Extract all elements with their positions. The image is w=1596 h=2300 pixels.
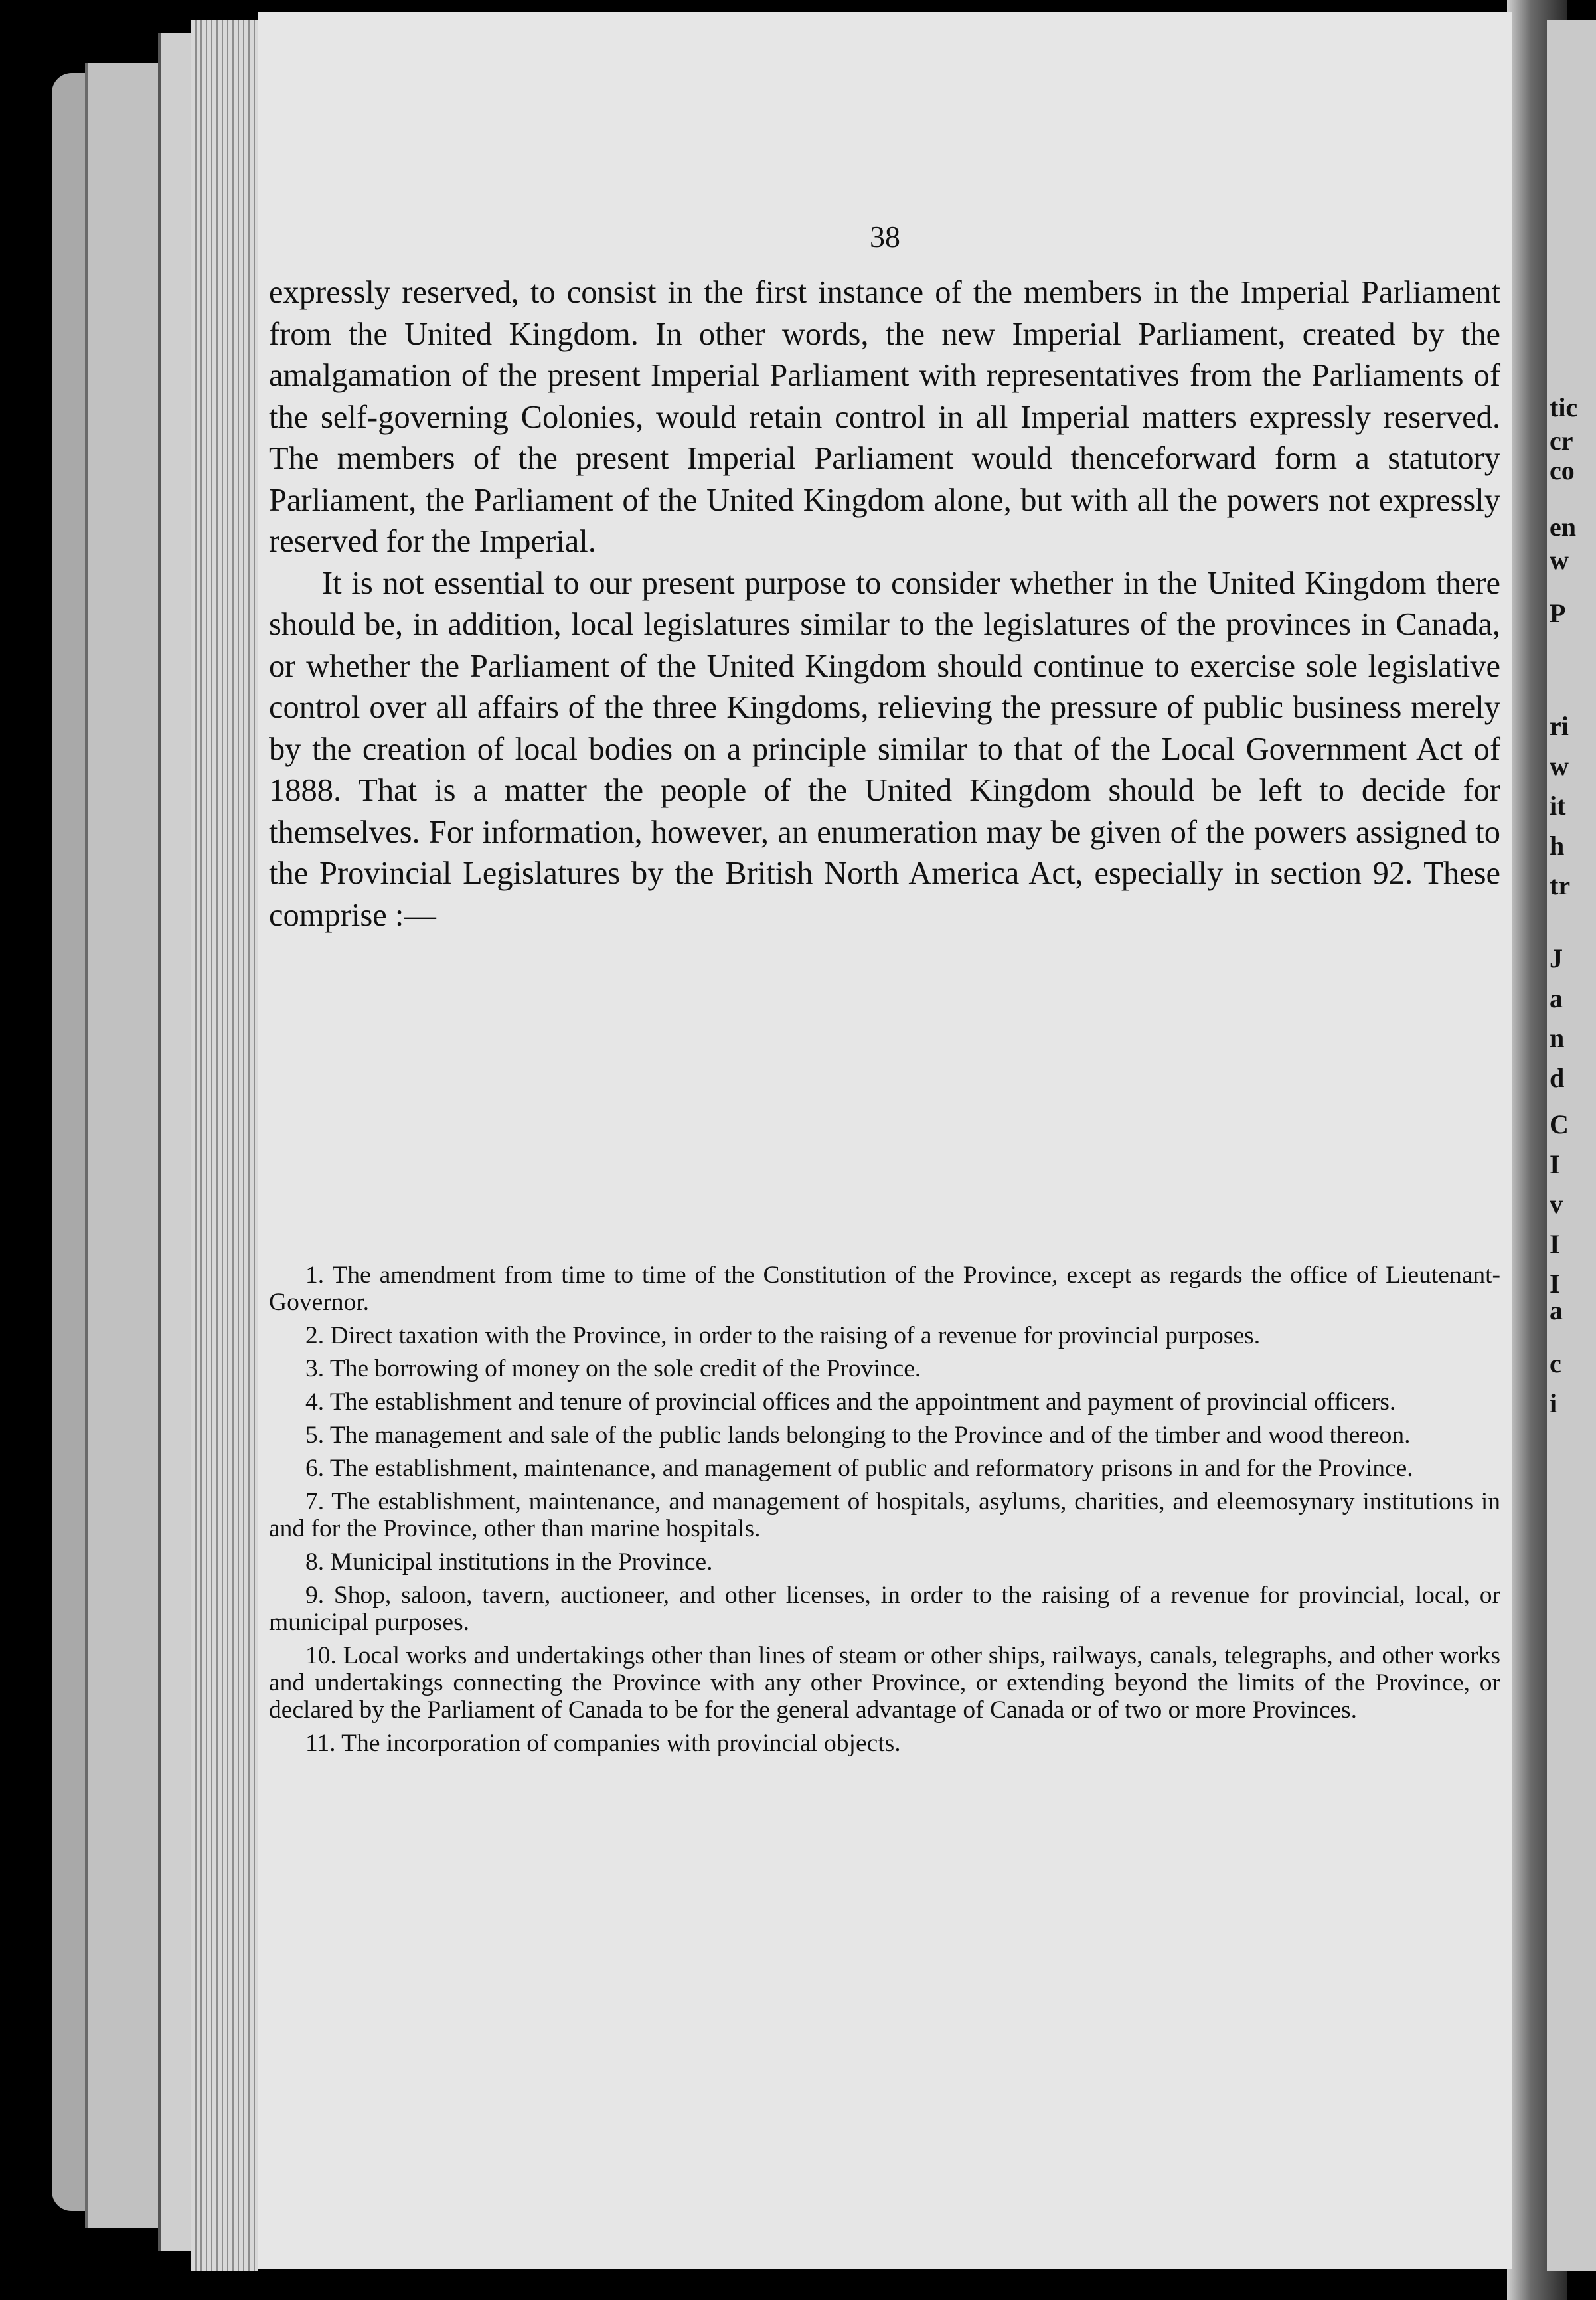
facing-page-fragment: cr [1550,426,1573,455]
paragraph: expressly reserved, to consist in the first instance of the members in the Imperial Parliament from the United Kingdom. In other words, the new Imperial Parliament, created by the amalgamation of the present Imperial Parliament with representatives from the Parliaments of the self-governing Colonies, would retain control in all Imperial matters expressly reserved. The members of the present Imperial Parliament would thenceforward form a statutory Parliament, the Parliament of the United Kingdom alone, but with all the powers not expressly reserved for the Imperial. [269,275,1500,559]
facing-page-fragment: c [1550,1349,1561,1378]
facing-page-fragment: en [1550,512,1576,542]
page-edge [85,63,167,2228]
facing-page-fragment: i [1550,1388,1557,1418]
list-item: 6. The establishment, maintenance, and management of public and reformatory prisons in and for the Province. [305,1455,1413,1482]
facing-page-fragment: I [1550,1229,1560,1259]
list-item: 9. Shop, saloon, tavern, auctioneer, and other licenses, in order to the raising of a revenue for provincial, local, or municipal purposes. [269,1582,1500,1636]
facing-page-fragment: C [1550,1109,1569,1139]
facing-page-fragment: it [1550,791,1566,821]
provincial-powers-list [269,1262,1500,1763]
list-item: 11. The incorporation of companies with provincial objects. [305,1730,901,1757]
facing-page-fragment: tr [1550,870,1571,900]
facing-page [1547,20,1596,2271]
facing-page-fragment: d [1550,1063,1565,1093]
page-number: 38 [870,220,900,254]
list-item: 3. The borrowing of money on the sole credit of the Province. [305,1355,921,1382]
list-item: 7. The establishment, maintenance, and management of hospitals, asylums, charities, and eleemosynary institutions in and for the Province, other than marine hospitals. [269,1488,1500,1542]
page-stack-edges [191,20,258,2271]
list-item: 4. The establishment and tenure of provincial offices and the appointment and payment of provincial officers. [305,1388,1396,1416]
facing-page-fragment: ri [1550,711,1569,741]
facing-page-fragment: h [1550,831,1565,861]
list-item: 5. The management and sale of the public lands belonging to the Province and of the timber and wood thereon. [305,1422,1411,1449]
list-item: 1. The amendment from time to time of the Constitution of the Province, except as regards the office of Lieutenant-Governor. [269,1262,1500,1316]
facing-page-fragment: I [1550,1149,1560,1179]
facing-page-fragment: tic [1550,392,1578,422]
facing-page-fragment: w [1550,545,1569,575]
paragraph: It is not essential to our present purpose to consider whether in the United Kingdom there should be, in addition, local legislatures similar to the legislatures of the provinces in Canada, or whether the Parliament of the United Kingdom should continue to exercise sole legislative control over all affairs of the three Kingdoms, relieving the pressure of public business merely by the creation of local bodies on a principle similar to that of the Local Government Act of 1888. That is a matter the people of the United Kingdom should be left to decide for themselves. For information, however, an enumeration may be given of the powers assigned to the Provincial Legislatures by the British North America Act, especially in section 92. These comprise :— [269,565,1500,933]
facing-page-fragment: co [1550,455,1575,485]
facing-page-fragment: a [1550,1295,1563,1325]
facing-page-fragment: n [1550,1023,1565,1053]
facing-page-fragment: a [1550,983,1563,1013]
list-item: 2. Direct taxation with the Province, in order to the raising of a revenue for provincial purposes. [305,1322,1261,1349]
facing-page-fragment: v [1550,1189,1563,1219]
facing-page-fragment: w [1550,751,1569,781]
facing-page-fragment: J [1550,944,1563,973]
facing-page-fragment: P [1550,598,1566,628]
body-text [269,272,1500,936]
facing-page-fragment: I [1550,1269,1560,1299]
list-item: 10. Local works and undertakings other than lines of steam or other ships, railways, canals, telegraphs, and other works and undertakings connecting the Province with any other Province, or extending beyond the limits of the Province, or declared by the Parliament of Canada to be for the general advantage of Canada or of two or more Provinces. [269,1642,1500,1724]
list-item: 8. Municipal institutions in the Province. [305,1548,713,1576]
